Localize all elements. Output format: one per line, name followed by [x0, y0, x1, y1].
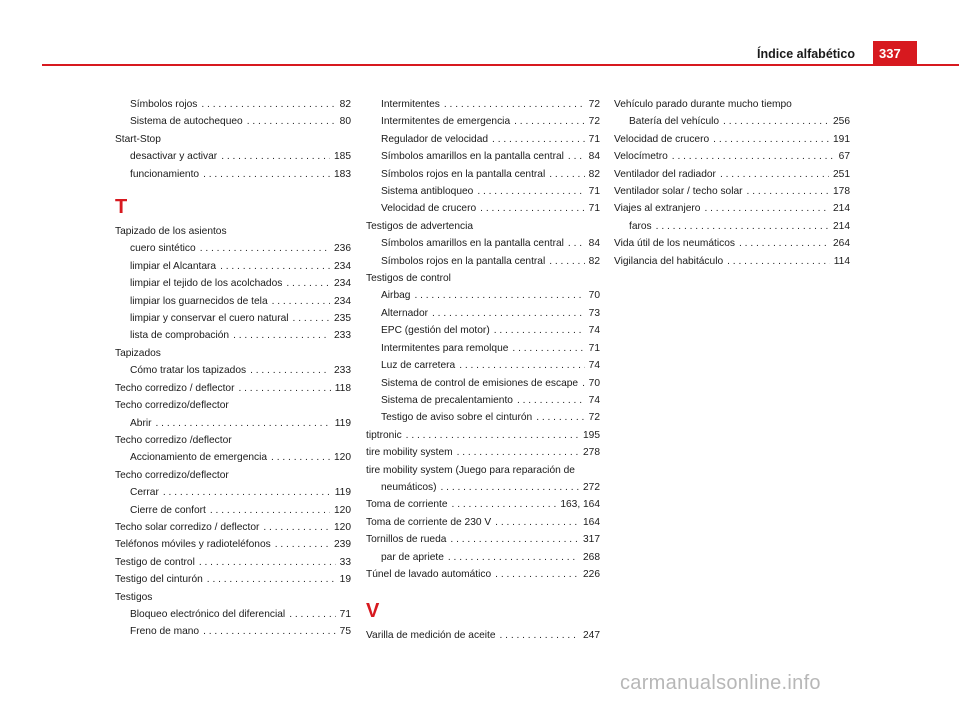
index-entry: Freno de mano . . . 75 [115, 623, 351, 640]
index-entry: Teléfonos móviles y radioteléfonos . . . 239 [115, 536, 351, 553]
index-entry: Viajes al extranjero . . . 214 [614, 200, 850, 217]
index-entry: tiptronic . . . 195 [366, 427, 600, 444]
index-heading: Vehículo parado durante mucho tiempo [614, 99, 792, 110]
index-entry: faros . . . 214 [614, 218, 850, 235]
index-entry: Símbolos rojos en la pantalla central . . . 82 [366, 166, 600, 183]
index-entry: Símbolos amarillos en la pantalla central . . . 84 [366, 148, 600, 165]
index-entry: Testigo de aviso sobre el cinturón . . . 72 [366, 409, 600, 426]
index-entry: funcionamiento . . . 183 [115, 166, 351, 183]
page-number: 337 [873, 41, 917, 65]
index-entry: Bloqueo electrónico del diferencial . . . 71 [115, 606, 351, 623]
index-entry: Techo solar corredizo / deflector . . . 120 [115, 519, 351, 536]
index-heading: Techo corredizo/deflector [115, 469, 229, 481]
index-entry: Testigo de control . . . 33 [115, 554, 351, 571]
index-entry: Techo corredizo / deflector . . . 118 [115, 380, 351, 397]
section-letter: V [366, 600, 380, 623]
index-heading: Testigos de control [366, 273, 451, 285]
index-entry: Símbolos amarillos en la pantalla central . . . 84 [366, 235, 600, 252]
index-entry: Cómo tratar los tapizados . . . 233 [115, 362, 351, 379]
header-rule [42, 64, 959, 66]
index-entry: Sistema de control de emisiones de escape . . . 70 [366, 375, 600, 392]
index-entry: Varilla de medición de aceite . . . 247 [366, 627, 600, 644]
index-entry: Velocidad de crucero . . . 71 [366, 200, 600, 217]
index-entry: cuero sintético . . . 236 [115, 240, 351, 257]
index-entry: limpiar el tejido de los acolchados . . . 234 [115, 275, 351, 292]
index-entry: Sistema de precalentamiento . . . 74 [366, 392, 600, 409]
index-entry: Ventilador del radiador . . . 251 [614, 166, 850, 183]
index-entry: neumáticos) . . . 272 [366, 479, 600, 496]
index-entry: Tornillos de rueda . . . 317 [366, 531, 600, 548]
index-heading: Techo corredizo/deflector [115, 400, 229, 412]
index-entry: Símbolos rojos en la pantalla central . . . 82 [366, 253, 600, 270]
index-entry: Vida útil de los neumáticos . . . 264 [614, 235, 850, 252]
index-entry: Símbolos rojos . . . 82 [115, 96, 351, 113]
index-entry: Ventilador solar / techo solar . . . 178 [614, 183, 850, 200]
watermark-text: carmanualsonline.info [620, 672, 821, 694]
page-header-title: Índice alfabético [757, 47, 855, 61]
section-letter: T [115, 196, 128, 219]
index-entry: lista de comprobación . . . 233 [115, 327, 351, 344]
index-entry: Sistema antibloqueo . . . 71 [366, 183, 600, 200]
index-entry: Intermitentes . . . 72 [366, 96, 600, 113]
index-entry: Velocidad de crucero . . . 191 [614, 131, 850, 148]
index-entry: Velocímetro . . . 67 [614, 148, 850, 165]
index-entry: Sistema de autochequeo . . . 80 [115, 113, 351, 130]
index-entry: Intermitentes para remolque . . . 71 [366, 340, 600, 357]
index-heading: Testigos [115, 591, 153, 603]
index-heading: Tapizados [115, 347, 161, 359]
index-entry: Túnel de lavado automático . . . 226 [366, 566, 600, 583]
index-heading: Techo corredizo /deflector [115, 434, 232, 446]
index-entry: limpiar y conservar el cuero natural . . . 235 [115, 310, 351, 327]
index-entry: Airbag . . . 70 [366, 287, 600, 304]
index-entry: Testigo del cinturón . . . 19 [115, 571, 351, 588]
index-heading: tire mobility system (Juego para reparación de [366, 464, 575, 476]
index-column-1 [115, 96, 351, 641]
index-entry: Batería del vehículo . . . 256 [614, 113, 850, 130]
index-entry: Regulador de velocidad . . . 71 [366, 131, 600, 148]
index-entry: Abrir . . . 119 [115, 415, 351, 432]
index-entry: Intermitentes de emergencia . . . 72 [366, 113, 600, 130]
index-entry: desactivar y activar . . . 185 [115, 148, 351, 165]
index-entry: Alternador . . . 73 [366, 305, 600, 322]
index-heading: Tapizado de los asientos [115, 226, 227, 238]
index-entry: Cierre de confort . . . 120 [115, 502, 351, 519]
index-entry: Vigilancia del habitáculo . . . 114 [614, 253, 850, 270]
index-entry: Cerrar . . . 119 [115, 484, 351, 501]
index-column-3 [614, 96, 850, 270]
index-entry: Toma de corriente de 230 V . . . 164 [366, 514, 600, 531]
index-heading: Testigos de advertencia [366, 220, 474, 232]
index-entry: EPC (gestión del motor) . . . 74 [366, 322, 600, 339]
index-entry: limpiar el Alcantara . . . 234 [115, 258, 351, 275]
index-entry: par de apriete . . . 268 [366, 549, 600, 566]
index-entry: limpiar los guarnecidos de tela . . . 234 [115, 293, 351, 310]
index-entry: Luz de carretera . . . 74 [366, 357, 600, 374]
index-entry: Toma de corriente . . . 163, 164 [366, 496, 600, 513]
index-heading: Start-Stop [115, 133, 161, 145]
index-entry: Accionamiento de emergencia . . . 120 [115, 449, 351, 466]
index-entry: tire mobility system . . . 278 [366, 444, 600, 461]
index-column-2 [366, 96, 600, 645]
